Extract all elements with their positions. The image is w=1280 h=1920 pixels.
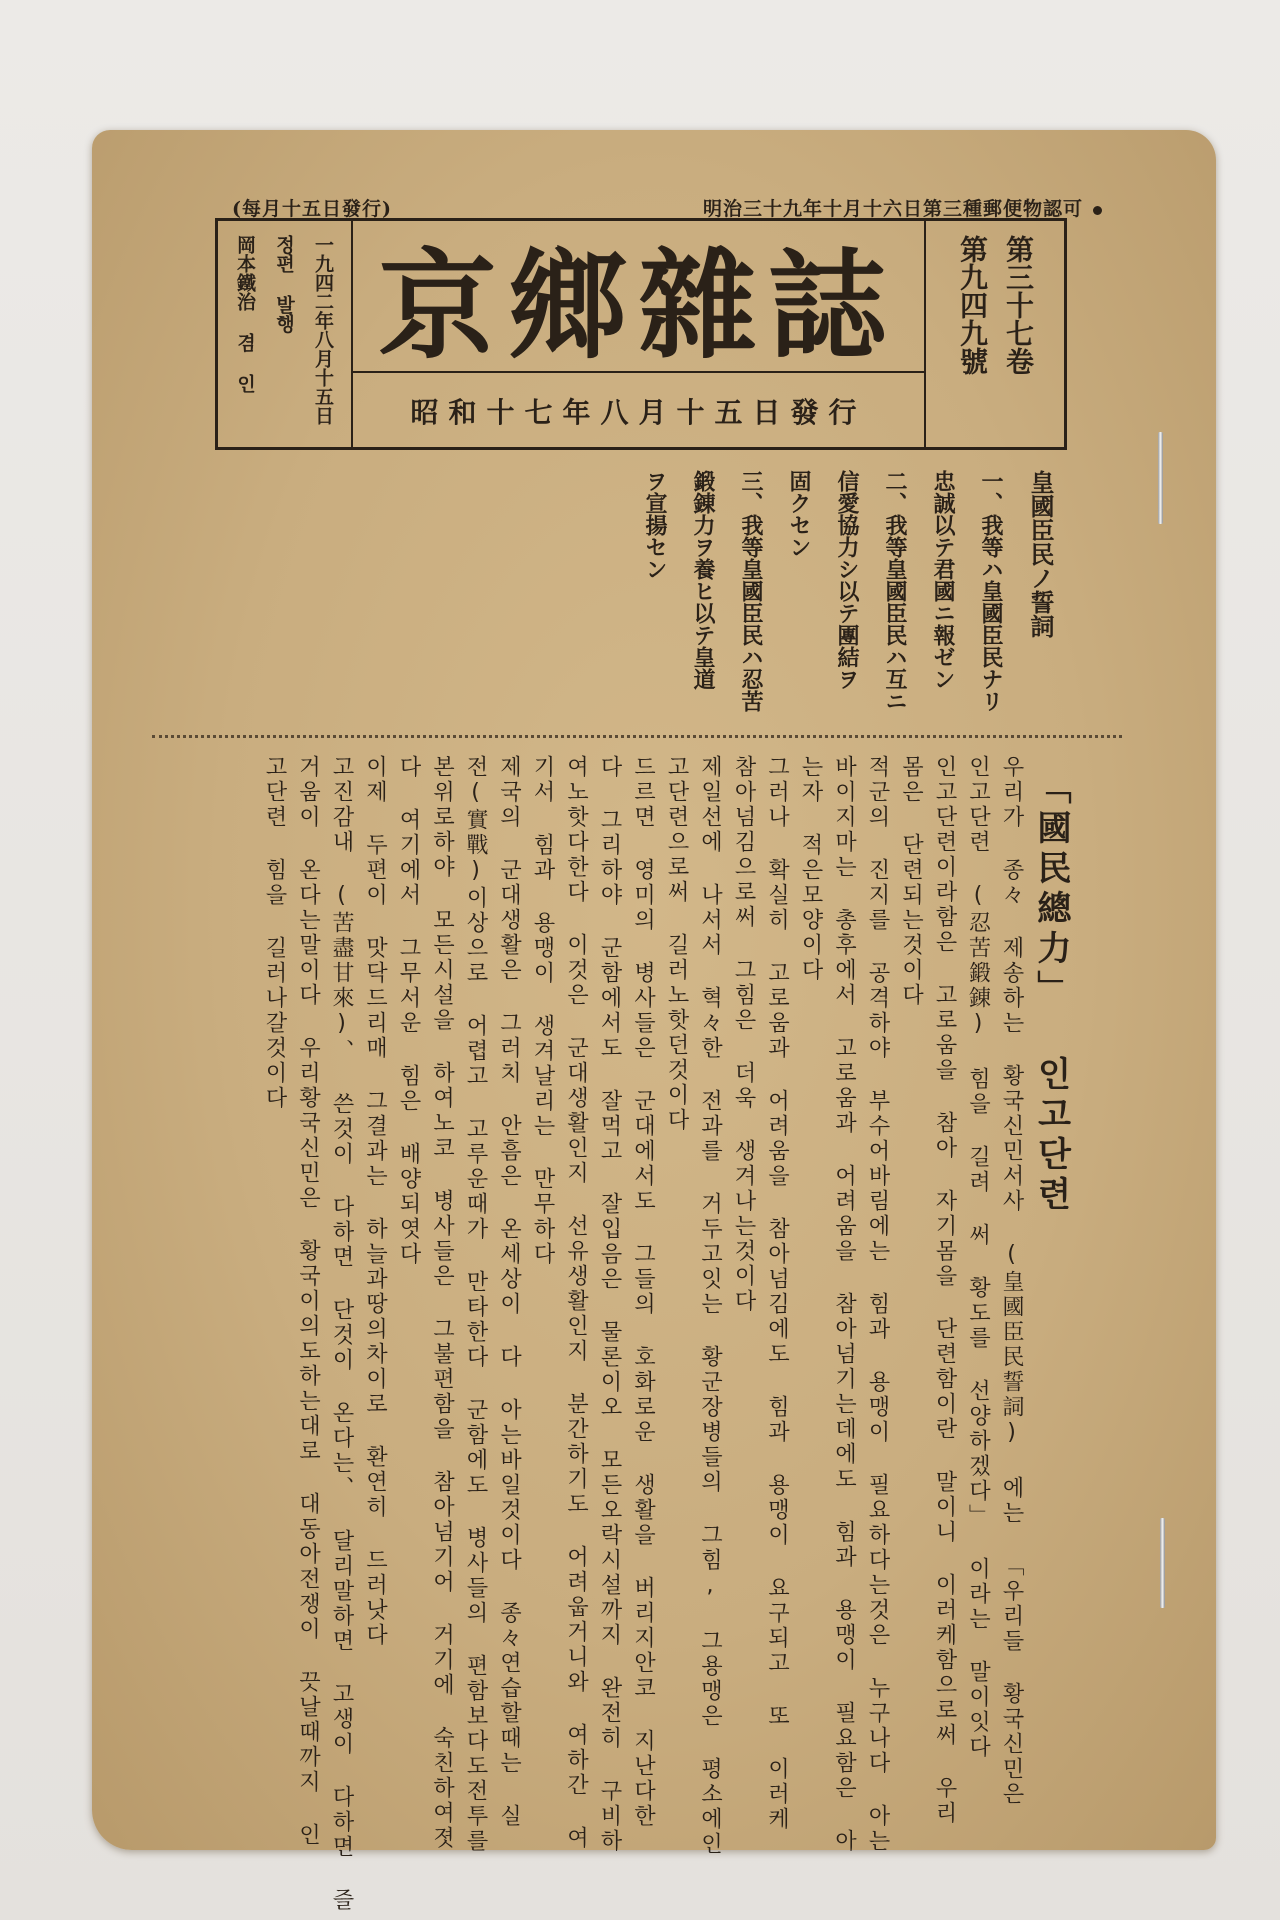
oath-line: ヲ宣揚セン — [642, 470, 668, 580]
text-column: 고단련으로써 길러노핫던것이다 — [664, 755, 689, 1133]
publication-date: 一九四二年八月十五日 — [312, 235, 334, 425]
text-column: 우리가 종々 제송하는 황국신민서사 (皇國臣民誓詞) 에는 「우리들 황국신민은 — [999, 755, 1024, 1807]
oath-line: 信愛協力シ以テ團結ヲ — [834, 470, 860, 690]
text-column: 고진감내 (苦盡甘來)、 쓴것이 다하면 단것이 온다는、 달리말하면 고생이 다하면 즐 — [329, 755, 354, 1913]
publisher-name: 岡本鐵治 겸 인 — [234, 235, 256, 393]
text-column: 다 여기에서 그무서운 힘은 배양되엿다 — [396, 755, 421, 1267]
oath-line: 鍛錬力ヲ養ヒ以テ皇道 — [690, 470, 716, 690]
staple-bottom — [1160, 1518, 1165, 1608]
text-column: 본위로하야 모든시설을 하여노코 병사들은 그불편함을 참아넘기어 거기에 숙친하여졋 — [429, 755, 455, 1851]
imperial-oath-section — [222, 460, 1055, 730]
text-column: 는자 적은모양이다 — [798, 755, 823, 983]
text-column: 그러나 확실히 고로움과 어려움을 참아넘김에도 힘과 용맹이 요구되고 또 이러케 — [764, 755, 790, 1832]
text-column: 거움이 온다는말이다 우리황국신민은 황국이의도하는대로 대동아전쟁이 끗날때까지 인 — [295, 755, 321, 1848]
magazine-title: 京鄉雜誌 — [378, 236, 899, 375]
text-column: 드르면 영미의 병사들은 군대에서도 그들의 호화로운 생활을 버리지안코 지난다한 — [630, 755, 656, 1829]
text-column: 전(實戰)이상으로 어렵고 고루운때가 만타한다 군함에도 병사들의 편함보다도전투를 — [463, 755, 488, 1854]
editor-label: 정편 발행 — [273, 235, 295, 333]
text-column: 바이지마는 총후에서 고로움과 어려움을 참아넘기는데에도 힘과 용맹이 필요함은 아 — [831, 755, 857, 1854]
magazine-page — [92, 130, 1216, 1913]
bullet-dot-icon — [1093, 206, 1102, 215]
text-column: 제일선에 나서서 혁々한 전과를 거두고잇는 황군장병들의 그힘, 그용맹은 평소에인 — [697, 755, 723, 1857]
text-column: 여노핫다한다 이것은 군대생활인지 선유생활인지 분간하기도 어려웁거니와 여하간 여 — [563, 755, 589, 1851]
oath-line: 一、我等ハ皇國臣民ナリ — [978, 470, 1004, 712]
text-column: 다 그리하야 군함에서도 잘먹고 잘입음은 물론이오 모든오락시설까지 완전히 구비하 — [597, 755, 622, 1854]
text-column: 기서 힘과 용맹이 생겨날리는 만무하다 — [530, 755, 555, 1267]
publisher-box — [218, 221, 353, 447]
oath-line: 固クセン — [786, 470, 812, 558]
masthead — [215, 218, 1067, 450]
oath-line: 三、我等皇國臣民ハ忍苦 — [738, 470, 764, 712]
text-column: 참아넘김으로써 그힘은 더욱 생겨나는것이다 — [731, 755, 756, 1314]
oath-line: 二、我等皇國臣民ハ互ニ — [882, 470, 908, 712]
text-column: 이제 두편이 맛닥드리매 그결과는 하늘과땅의차이로 환연히 드러낫다 — [362, 755, 388, 1648]
text-column: 인고단련이라함은 고로움을 참아 자기몸을 단련함이란 말이니 이러케함으로써 우리 — [932, 755, 957, 1826]
oath-title: 皇國臣民ノ誓詞 — [1026, 470, 1055, 638]
issue-number: 第九四九號 — [956, 235, 989, 375]
volume-number: 第三十七卷 — [1002, 235, 1035, 375]
article-body — [162, 755, 1024, 1913]
text-column: 인고단련 (忍苦鍛錬) 힘을 길려 써 황도를 선양하겠다」 이라는 말이잇다 — [965, 755, 991, 1760]
text-column: 제국의 군대생활은 그러치 안흠은 온세상이 다 아는바일것이다 종々연습할때는 실 — [496, 755, 522, 1829]
text-column: 적군의 진지를 공격하야 부수어바림에는 힘과 용맹이 필요하다는것은 누구나다 아는 — [865, 755, 890, 1854]
staple-top — [1158, 432, 1163, 524]
postal-permit: 明治三十九年十月十六日第三種郵便物認可 — [703, 194, 1102, 221]
oath-line: 忠誠以テ君國ニ報ゼン — [930, 470, 956, 690]
article-headline: 「國民總力」 인고단련 — [1031, 770, 1071, 1216]
section-divider — [152, 735, 1122, 738]
text-column: 몸은 단련되는것이다 — [898, 755, 924, 1008]
volume-box — [924, 221, 1064, 447]
text-column: 고단련 힘을 길러나갈것이다 — [262, 755, 287, 1111]
issue-frequency: (每月十五日發行) — [232, 197, 392, 220]
publication-date-line: 昭和十七年八月十五日發行 — [353, 371, 924, 449]
